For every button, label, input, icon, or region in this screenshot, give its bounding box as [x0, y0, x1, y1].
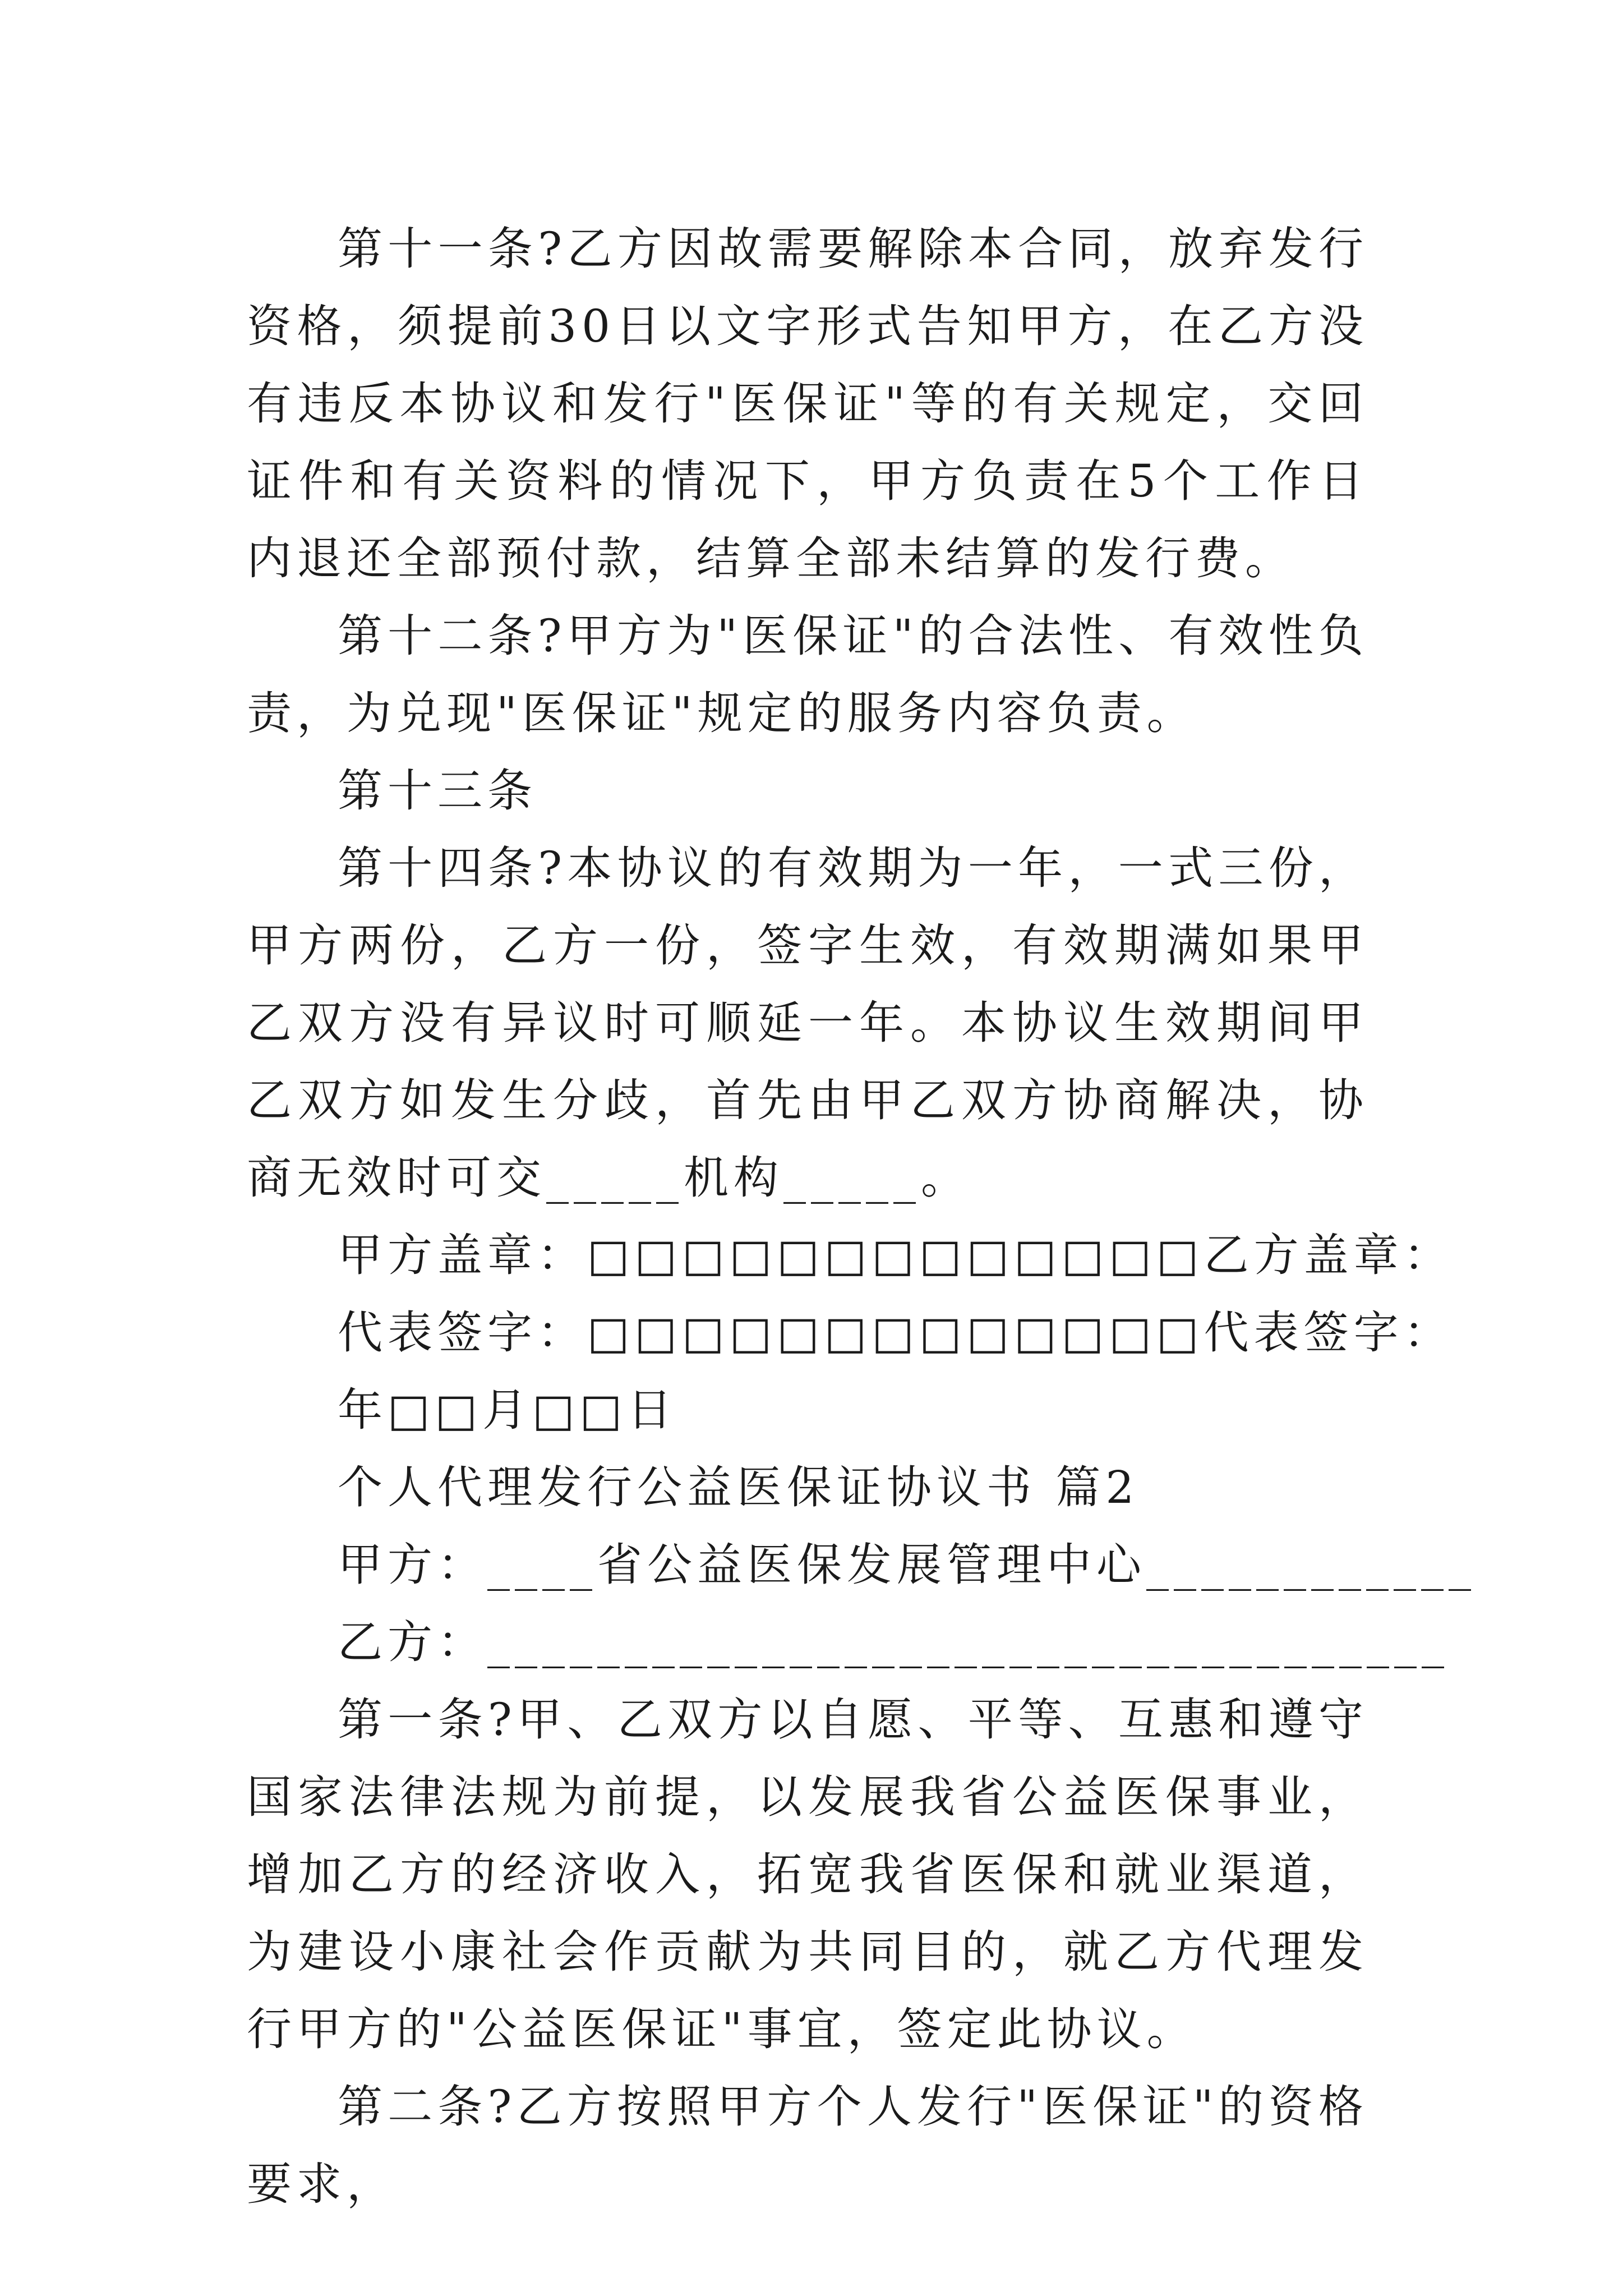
- party-b-line: 乙方：___________________________________: [338, 1616, 1449, 1668]
- date-line: 年□□月□□日: [338, 1384, 677, 1436]
- representative-signature-line: 代表签字：□□□□□□□□□□□□□代表签字：: [338, 1306, 1454, 1359]
- article-11-paragraph: 第十一条?乙方因故需要解除本合同，放弃发行资格，须提前30日以文字形式告知甲方，在乙方没有违反本协议和发行"医保证"等的有关规定，交回证件和有关资料的情况下，甲方负责在5个工作日内退还全部预付款，结算全部未结算的发行费。: [247, 223, 1368, 585]
- party-a-line: 甲方：____省公益医保发展管理中心____________: [338, 1539, 1476, 1591]
- section-title: 个人代理发行公益医保证协议书 篇2: [338, 1461, 1140, 1513]
- article-12-paragraph: 第十二条?甲方为"医保证"的合法性、有效性负责，为兑现"医保证"规定的服务内容负责。: [247, 610, 1368, 739]
- article-14-paragraph: 第十四条?本协议的有效期为一年，一式三份，甲方两份，乙方一份，签字生效，有效期满如果甲乙双方没有异议时可顺延一年。本协议生效期间甲乙双方如发生分歧，首先由甲乙双方协商解决，协商无效时可交_____机构_____。: [247, 842, 1368, 1204]
- party-a-seal-line: 甲方盖章：□□□□□□□□□□□□□乙方盖章：: [338, 1229, 1454, 1281]
- article-1-paragraph: 第一条?甲、乙双方以自愿、平等、互惠和遵守国家法律法规为前提，以发展我省公益医保事业，增加乙方的经济收入，拓宽我省医保和就业渠道，为建设小康社会作贡献为共同目的，就乙方代理发行甲方的"公益医保证"事宜，签定此协议。: [247, 1694, 1368, 2055]
- document-body: [247, 210, 1476, 2223]
- article-2-paragraph: 第二条?乙方按照甲方个人发行"医保证"的资格要求，: [247, 2081, 1368, 2210]
- article-13-paragraph: 第十三条: [338, 765, 537, 817]
